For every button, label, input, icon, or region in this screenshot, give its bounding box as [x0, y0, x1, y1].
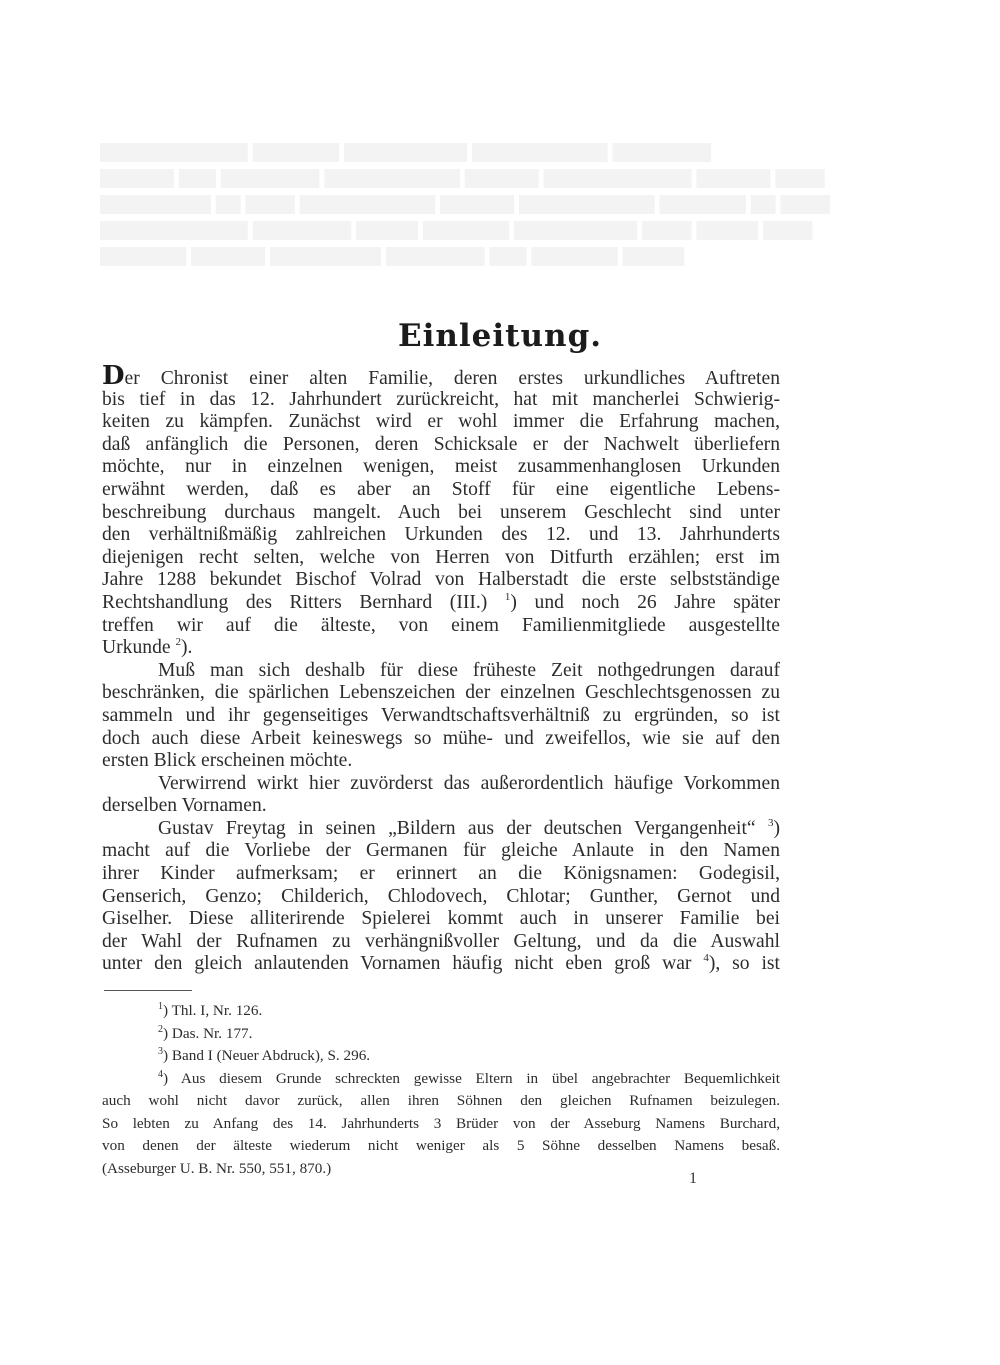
- drop-cap: D: [102, 361, 125, 391]
- chapter-heading: Einleitung.: [397, 318, 603, 354]
- text-line: Verwirrend wirkt hier zuvörderst das außerordentlich häufige Vorkommen: [158, 772, 780, 794]
- text-line: Jahre 1288 bekundet Bischof Volrad von Halberstadt die erste selbstständige: [102, 569, 780, 591]
- footnote-line: von denen der älteste wiederum nicht weniger als 5 Söhne desselben Namens besaß.: [102, 1137, 780, 1154]
- footnote-mark: 1: [504, 590, 511, 603]
- text-line: Genserich, Genzo; Childerich, Chlodovech, Chlotar; Gunther, Gernot und: [102, 885, 780, 907]
- text-line: Urkunde $^2$).: [102, 636, 193, 659]
- text-line: erwähnt werden, daß es aber an Stoff für eine eigentliche Lebens-: [102, 478, 780, 500]
- footnote-line: auch wohl nicht davor zurück, allen ihren Söhnen den gleichen Rufnamen beizulegen.: [102, 1092, 780, 1109]
- footnotes: [102, 1000, 780, 1180]
- text-line: Muß man sich deshalb für diese früheste Zeit nothgedrungen darauf: [158, 659, 780, 681]
- text-line: Rechtshandlung des Ritters Bernhard (III.) $^1$) und noch 26 Jahre später: [102, 590, 780, 613]
- footnote: $^1$) Thl. I, Nr. 126.: [158, 1001, 263, 1019]
- text-line: beschränken, die spärlichen Lebenszeichen der einzelnen Geschlechtsgenossen zu: [102, 682, 780, 704]
- page-number: 1: [689, 1170, 697, 1187]
- text-line: ihrer Kinder aufmerksam; er erinnert an die Königsnamen: Godegisil,: [102, 863, 780, 885]
- text-line: doch auch diese Arbeit keineswegs so mühe- und zweifellos, wie sie auf den: [102, 727, 780, 749]
- text-line: unter den gleich anlautenden Vornamen häufig nicht eben groß war $^4$), so ist: [102, 952, 781, 975]
- text-line: Giselher. Diese alliterirende Spielerei kommt auch in unserer Familie bei: [102, 908, 780, 930]
- footnote-divider: [104, 990, 192, 991]
- footnote: $^2$) Das. Nr. 177.: [158, 1023, 253, 1042]
- body-text: [102, 361, 781, 976]
- text-line: diejenigen recht selten, welche von Herren von Ditfurth erzählen; erst im: [102, 546, 780, 568]
- footnote-mark: 4: [703, 952, 709, 965]
- footnote-line: (Asseburger U. B. Nr. 550, 551, 870.): [102, 1159, 332, 1177]
- footnote-mark: 3: [767, 816, 774, 829]
- text-line: derselben Vornamen.: [102, 795, 267, 817]
- text-line: möchte, nur in einzelnen wenigen, meist zusammenhanglosen Urkunden: [102, 456, 780, 478]
- text-line: daß anfänglich die Personen, deren Schicksale er der Nachwelt überliefern: [102, 433, 780, 455]
- text-line: bis tief in das 12. Jahrhundert zurückreicht, hat mit mancherlei Schwierig-: [102, 388, 780, 410]
- text-line: macht auf die Vorliebe der Germanen für gleiche Anlaute in den Namen: [102, 840, 780, 862]
- text-line: sammeln und ihr gegenseitiges Verwandtschaftsverhältniß zu ergründen, so ist: [102, 704, 780, 726]
- text-line: keiten zu kämpfen. Zunächst wird er wohl immer die Erfahrung machen,: [102, 411, 780, 433]
- text-line: treffen wir auf die älteste, von einem Familienmitgliede ausgestellte: [102, 614, 780, 636]
- text-line: der Wahl der Rufnamen zu verhängnißvoller Geltung, und da die Auswahl: [102, 930, 780, 952]
- text-line: beschreibung durchaus mangelt. Auch bei unserem Geschlecht sind unter: [102, 501, 780, 523]
- footnote: $^4$) Aus diesem Grunde schreckten gewisse Eltern in übel angebrachter Bequemlichkeit: [158, 1068, 780, 1087]
- footnote: $^3$) Band I (Neuer Abdruck), S. 296.: [158, 1046, 371, 1064]
- text-line: Gustav Freytag in seinen „Bildern aus der deutschen Vergangenheit“ $^3$): [158, 816, 780, 839]
- footnote-line: So lebten zu Anfang des 14. Jahrhunderts 3 Brüder von der Asseburg Namens Burchard,: [102, 1114, 780, 1132]
- text-line: ersten Blick erscheinen möchte.: [102, 750, 353, 772]
- footnote-mark: 2: [175, 636, 181, 649]
- text-line: den verhältnißmäßig zahlreichen Urkunden des 12. und 13. Jahrhunderts: [102, 524, 780, 546]
- text-line: Der Chronist einer alten Familie, deren erstes urkundliches Auftreten: [102, 361, 780, 391]
